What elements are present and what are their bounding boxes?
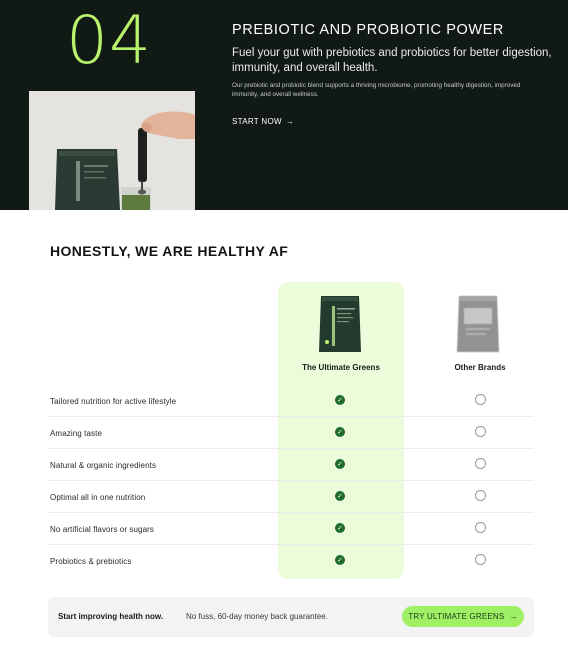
try-ultimate-greens-label: TRY ULTIMATE GREENS [408,612,505,621]
row-label: Amazing taste [50,429,102,438]
comparison-row [48,449,534,481]
hero-body-text: Our prebiotic and probiotic blend supports a thriving microbiome, promoting healthy digestion, improved immunity, and overall wellness. [232,82,521,98]
other-brands-pouch-grey [456,294,500,352]
empty-circle-icon [475,426,486,437]
comparison-title: HONESTLY, WE ARE HEALTHY AF [50,243,289,259]
check-circle-icon: ✓ [335,491,345,501]
empty-circle-icon [475,522,486,533]
empty-circle-icon [475,394,486,405]
cta-headline: Start improving health now. [58,612,164,621]
check-circle-icon: ✓ [335,523,345,533]
ultimate-greens-pouch [318,294,362,352]
step-number: 04 [66,2,152,79]
cta-bar [48,597,534,637]
comparison-row [48,417,534,449]
arrow-right-icon: → [285,117,295,126]
arrow-right-icon: → [509,612,518,621]
row-label: No artificial flavors or sugars [50,525,155,534]
product-pouch-with-frother-photo [29,91,195,210]
row-label: Optimal all in one nutrition [50,493,146,502]
empty-circle-icon [475,458,486,469]
start-now-link[interactable] [232,117,294,126]
row-label: Tailored nutrition for active lifestyle [50,397,177,406]
empty-circle-icon [475,554,486,565]
hero-title: PREBIOTIC AND PROBIOTIC POWER [232,22,504,38]
comparison-row [48,385,534,417]
try-ultimate-greens-button[interactable] [402,606,524,627]
check-circle-icon: ✓ [335,395,345,405]
row-label: Natural & organic ingredients [50,461,157,470]
check-circle-icon: ✓ [335,459,345,469]
comparison-row [48,545,534,577]
comparison-row [48,513,534,545]
hero-subtitle: Fuel your gut with prebiotics and probiotics for better digestion, immunity, and overall health. [232,47,552,74]
start-now-label: START NOW [232,117,282,126]
row-label: Probiotics & prebiotics [50,557,132,566]
column-header-other-brands: Other Brands [454,363,506,372]
column-header-ultimate-greens: The Ultimate Greens [302,363,380,372]
comparison-row [48,481,534,513]
check-circle-icon: ✓ [335,427,345,437]
product-photo [29,91,195,210]
empty-circle-icon [475,490,486,501]
cta-guarantee-text: No fuss, 60-day money back guarantee. [186,612,328,621]
check-circle-icon: ✓ [335,555,345,565]
hero-section [0,0,568,210]
